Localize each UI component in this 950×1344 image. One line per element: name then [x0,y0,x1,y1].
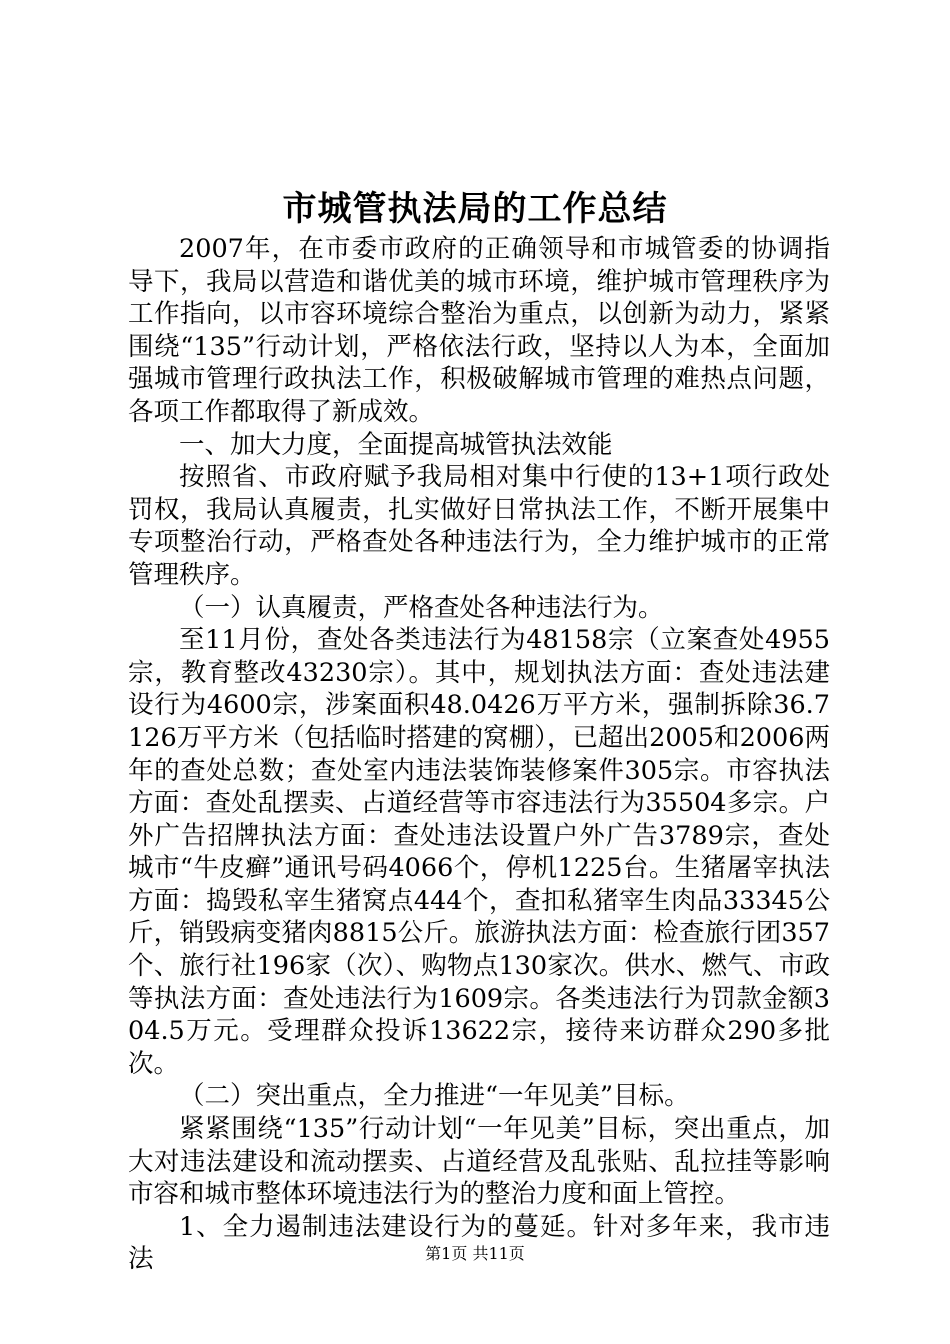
paragraph-item-1: 1、全力遏制违法建设行为的蔓延。针对多年来，我市违法 [128,1211,830,1275]
subsection-heading-1: （一）认真履责，严格查处各种违法行为。 [179,592,664,623]
subsection-heading-2: （二）突出重点，全力推进“一年见美”目标。 [179,1081,690,1112]
page-number-footer: 第1页 共11页 [425,1244,525,1263]
document-body [128,233,830,1276]
document-title: 市城管执法局的工作总结 [282,189,668,229]
paragraph-statistics: 至11月份，查处各类违法行为48158宗（立案查处4955宗，教育整改43230宗）。其中，规划执法方面：查处违法建设行为4600宗，涉案面积48.0426万平方米，强制拆除36.7126万平方米（包括临时搭建的窝棚），已超出2005和2006两年的查处总数；查处室内违法装饰装修案件305宗。市容执法方面：查处乱摆卖、占道经营等市容违法行为35504多宗。户外广告招牌执法方面：查处违法设置户外广告3789宗，查处城市“牛皮癣”通讯号码4066个，停机1225台。生猪屠宰执法方面：捣毁私宰生猪窝点444个，查扣私猪宰生肉品33345公斤，销毁病变猪肉8815公斤。旅游执法方面：检查旅行团357个、旅行社196家（次）、购物点130家次。供水、燃气、市政等执法方面：查处违法行为1609宗。各类违法行为罚款金额304.5万元。受理群众投诉13622宗，接待来访群众290多批次。 [128,625,830,1079]
section-heading-1: 一、加大力度，全面提高城管执法效能 [179,429,613,460]
paragraph-key-goals: 紧紧围绕“135”行动计划“一年见美”目标，突出重点，加大对违法建设和流动摆卖、占道经营及乱张贴、乱拉挂等影响市容和城市整体环境违法行为的整治力度和面上管控。 [128,1114,830,1210]
paragraph-section-1: 按照省、市政府赋予我局相对集中行使的13+1项行政处罚权，我局认真履责，扎实做好日常执法工作，不断开展集中专项整治行动，严格查处各种违法行为，全力维护城市的正常管理秩序。 [128,462,830,590]
paragraph-intro: 2007年，在市委市政府的正确领导和市城管委的协调指导下，我局以营造和谐优美的城市环境，维护城市管理秩序为工作指向，以市容环境综合整治为重点，以创新为动力，紧紧围绕“135”行动计划，严格依法行政，坚持以人为本，全面加强城市管理行政执法工作，积极破解城市管理的难热点问题，各项工作都取得了新成效。 [128,234,830,427]
